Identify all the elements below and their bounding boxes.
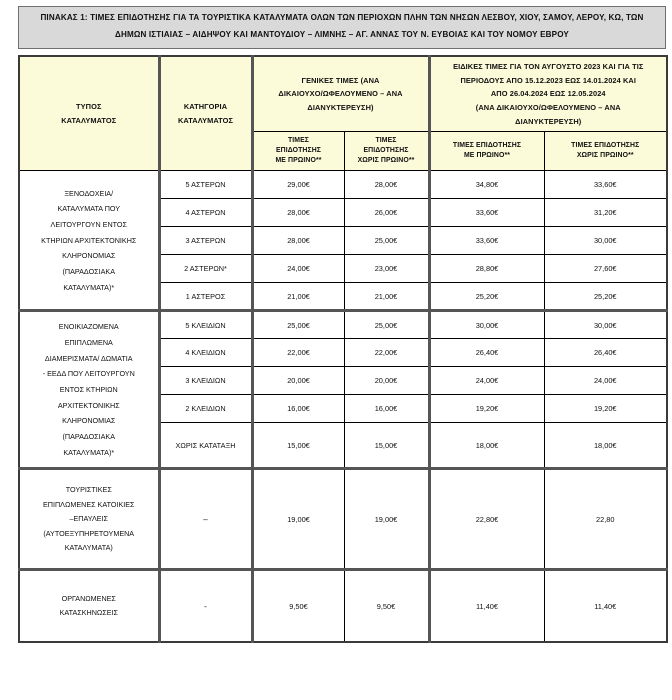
header-special-with-breakfast-line1: ΤΙΜΕΣ ΕΠΙΔΟΤΗΣΗΣ xyxy=(452,142,522,150)
price-general-without-breakfast-cell: 25,00€ xyxy=(344,227,429,255)
accommodation-type-line: ΚΤΗΡΙΩΝ ΑΡΧΙΤΕΚΤΟΝΙΚΗΣ xyxy=(41,235,137,245)
accommodation-type-cell xyxy=(19,171,159,311)
table-row xyxy=(19,469,667,570)
header-accommodation-category xyxy=(159,56,252,171)
accommodation-category-cell: 5 ΚΛΕΙΔΙΩΝ xyxy=(159,311,252,339)
price-special-without-breakfast-cell: 22,80 xyxy=(544,469,667,570)
price-special-without-breakfast-cell: 11,40€ xyxy=(544,570,667,642)
header-accommodation-type-line1: ΤΥΠΟΣ xyxy=(76,102,102,111)
price-general-with-breakfast-cell: 22,00€ xyxy=(252,339,344,367)
price-general-with-breakfast-cell: 16,00€ xyxy=(252,395,344,423)
price-special-without-breakfast-cell: 33,60€ xyxy=(544,171,667,199)
table-title-banner xyxy=(18,6,666,49)
price-special-with-breakfast-cell: 19,20€ xyxy=(429,395,544,423)
accommodation-type-line: ΕΝΟΙΚΙΑΖΟΜΕΝΑ xyxy=(58,322,119,332)
price-special-with-breakfast-cell: 22,80€ xyxy=(429,469,544,570)
accommodation-category-cell: ΧΩΡΙΣ ΚΑΤΑΤΑΞΗ xyxy=(159,423,252,469)
accommodation-type-cell xyxy=(19,311,159,469)
accommodation-type-line: ΔΙΑΜΕΡΙΣΜΑΤΑ/ ΔΩΜΑΤΙΑ xyxy=(44,353,133,363)
header-group-general-line1: ΓΕΝΙΚΕΣ ΤΙΜΕΣ (ΑΝΑ xyxy=(301,75,380,85)
header-group-special-line3: ΑΠΟ 26.04.2024 ΕΩΣ 12.05.2024 xyxy=(490,89,606,99)
table-body xyxy=(19,171,667,642)
accommodation-type-line: ΑΡΧΙΤΕΚΤΟΝΙΚΗΣ xyxy=(57,400,120,410)
header-general-without-breakfast-line1: ΤΙΜΕΣ xyxy=(375,137,397,145)
header-group-general-prices xyxy=(252,56,429,132)
title-line-2: ΔΗΜΩΝ ΙΣΤΙΑΙΑΣ – ΑΙΔΗΨΟΥ ΚΑΙ ΜΑΝΤΟΥΔΙΟΥ – ΛΙΜΝΗΣ – ΑΓ. ΑΝΝΑΣ ΤΟΥ Ν. ΕΥΒΟΙΑΣ ΚΑΙ ΤΟΥ ΝΟΜΟΥ ΕΒΡΟΥ xyxy=(115,30,569,40)
accommodation-type-line: ΕΠΙΠΛΩΜΕΝΑ xyxy=(64,338,113,347)
accommodation-type-line: (ΠΑΡΑΔΟΣΙΑΚΑ xyxy=(62,432,115,442)
accommodation-category-cell: - xyxy=(159,570,252,642)
price-general-without-breakfast-cell: 21,00€ xyxy=(344,283,429,311)
accommodation-category-cell: – xyxy=(159,469,252,570)
header-group-special-line1: ΕΙΔΙΚΕΣ ΤΙΜΕΣ ΓΙΑ ΤΟΝ ΑΥΓΟΥΣΤΟ 2023 ΚΑΙ ΓΙΑ ΤΙΣ xyxy=(453,61,644,71)
price-general-with-breakfast-cell: 19,00€ xyxy=(252,469,344,570)
price-general-without-breakfast-cell: 23,00€ xyxy=(344,255,429,283)
accommodation-category-cell: 3 ΑΣΤΕΡΩΝ xyxy=(159,227,252,255)
accommodation-category-cell: 3 ΚΛΕΙΔΙΩΝ xyxy=(159,367,252,395)
header-accommodation-type-line2: ΚΑΤΑΛΥΜΑΤΟΣ xyxy=(61,115,117,125)
price-special-with-breakfast-cell: 26,40€ xyxy=(429,339,544,367)
header-group-special-line4: (ΑΝΑ ΔΙΚΑΙΟΥΧΟ/ΩΦΕΛΟΥΜΕΝΟ – ΑΝΑ xyxy=(475,103,621,113)
subsidy-prices-table xyxy=(18,55,668,643)
price-special-without-breakfast-cell: 26,40€ xyxy=(544,339,667,367)
header-group-special-line2: ΠΕΡΙΟΔΟΥΣ ΑΠΟ 15.12.2023 ΕΩΣ 14.01.2024 ΚΑΙ xyxy=(460,75,637,85)
accommodation-type-line: –ΕΠΑΥΛΕΙΣ xyxy=(69,514,109,524)
price-special-with-breakfast-cell: 24,00€ xyxy=(429,367,544,395)
price-special-with-breakfast-cell: 33,60€ xyxy=(429,199,544,227)
header-general-with-breakfast-line3: ΜΕ ΠΡΩΙΝΟ** xyxy=(275,157,322,165)
price-special-with-breakfast-cell: 18,00€ xyxy=(429,423,544,469)
header-row-groups xyxy=(19,56,667,132)
price-general-with-breakfast-cell: 21,00€ xyxy=(252,283,344,311)
header-group-general-line3: ΔΙΑΝΥΚΤΕΡΕΥΣΗ) xyxy=(307,103,374,113)
title-line-1: ΠΙΝΑΚΑΣ 1: ΤΙΜΕΣ ΕΠΙΔΟΤΗΣΗΣ ΓΙΑ ΤΑ ΤΟΥΡΙΣΤΙΚΑ ΚΑΤΑΛΥΜΑΤΑ ΟΛΩΝ ΤΩΝ ΠΕΡΙΟΧΩΝ ΠΛΗΝ ΤΩΝ ΝΗΣΩΝ ΛΕΣΒΟΥ, ΧΙΟΥ, ΣΑΜΟΥ, ΛΕΡΟΥ, ΚΩ, ΤΩΝ xyxy=(40,13,644,22)
header-general-with-breakfast-line1: ΤΙΜΕΣ xyxy=(287,137,310,145)
table-row xyxy=(19,570,667,642)
accommodation-type-line: ΚΛΗΡΟΝΟΜΙΑΣ xyxy=(62,416,116,426)
price-special-without-breakfast-cell: 19,20€ xyxy=(544,395,667,423)
price-general-without-breakfast-cell: 19,00€ xyxy=(344,469,429,570)
header-special-without-breakfast-line2: ΧΩΡΙΣ ΠΡΩΙΝΟ** xyxy=(576,152,634,160)
header-general-without-breakfast xyxy=(344,132,429,171)
price-general-with-breakfast-cell: 15,00€ xyxy=(252,423,344,469)
price-general-with-breakfast-cell: 9,50€ xyxy=(252,570,344,642)
accommodation-type-line: ΕΝΤΟΣ ΚΤΗΡΙΩΝ xyxy=(59,385,118,395)
accommodation-category-cell: 4 ΑΣΤΕΡΩΝ xyxy=(159,199,252,227)
price-special-with-breakfast-cell: 30,00€ xyxy=(429,311,544,339)
price-special-without-breakfast-cell: 18,00€ xyxy=(544,423,667,469)
price-special-with-breakfast-cell: 25,20€ xyxy=(429,283,544,311)
header-group-general-line2: ΔΙΚΑΙΟΥΧΟ/ΩΦΕΛΟΥΜΕΝΟ – ΑΝΑ xyxy=(278,89,403,99)
header-accommodation-category-line2: ΚΑΤΑΛΥΜΑΤΟΣ xyxy=(177,115,234,125)
price-general-without-breakfast-cell: 26,00€ xyxy=(344,199,429,227)
accommodation-type-line: ΤΟΥΡΙΣΤΙΚΕΣ xyxy=(65,485,112,495)
header-general-without-breakfast-line3: ΧΩΡΙΣ ΠΡΩΙΝΟ** xyxy=(357,157,415,165)
header-group-special-line5: ΔΙΑΝΥΚΤΕΡΕΥΣΗ) xyxy=(515,116,582,126)
accommodation-category-cell: 1 ΑΣΤΕΡΟΣ xyxy=(159,283,252,311)
accommodation-type-line: ΚΑΤΑΛΥΜΑΤΑ)* xyxy=(63,282,115,292)
header-general-with-breakfast-line2: ΕΠΙΔΟΤΗΣΗΣ xyxy=(275,147,322,155)
price-general-without-breakfast-cell: 25,00€ xyxy=(344,311,429,339)
accommodation-type-cell xyxy=(19,469,159,570)
accommodation-type-line: ΟΡΓΑΝΩΜΕΝΕΣ xyxy=(61,593,116,603)
price-general-with-breakfast-cell: 20,00€ xyxy=(252,367,344,395)
accommodation-type-line: ΛΕΙΤΟΥΡΓΟΥΝ ΕΝΤΟΣ xyxy=(50,219,127,229)
price-special-without-breakfast-cell: 25,20€ xyxy=(544,283,667,311)
price-special-without-breakfast-cell: 30,00€ xyxy=(544,227,667,255)
accommodation-category-cell: 4 ΚΛΕΙΔΙΩΝ xyxy=(159,339,252,367)
price-general-without-breakfast-cell: 20,00€ xyxy=(344,367,429,395)
price-general-with-breakfast-cell: 24,00€ xyxy=(252,255,344,283)
header-group-special-prices xyxy=(429,56,667,132)
accommodation-type-line: ΚΑΤΑΛΥΜΑΤΑ)* xyxy=(63,447,115,457)
price-special-without-breakfast-cell: 24,00€ xyxy=(544,367,667,395)
header-general-with-breakfast xyxy=(252,132,344,171)
accommodation-type-line: ΕΠΙΠΛΩΜΕΝΕΣ ΚΑΤΟΙΚΙΕΣ xyxy=(43,499,135,509)
accommodation-type-line: (ΠΑΡΑΔΟΣΙΑΚΑ xyxy=(62,266,115,276)
header-special-with-breakfast xyxy=(429,132,544,171)
price-special-with-breakfast-cell: 28,80€ xyxy=(429,255,544,283)
header-special-without-breakfast-line1: ΤΙΜΕΣ ΕΠΙΔΟΤΗΣΗΣ xyxy=(571,142,640,150)
price-special-without-breakfast-cell: 27,60€ xyxy=(544,255,667,283)
accommodation-type-cell xyxy=(19,570,159,642)
price-special-without-breakfast-cell: 31,20€ xyxy=(544,199,667,227)
price-general-with-breakfast-cell: 29,00€ xyxy=(252,171,344,199)
price-special-with-breakfast-cell: 34,80€ xyxy=(429,171,544,199)
accommodation-type-line: ΚΛΗΡΟΝΟΜΙΑΣ xyxy=(62,251,116,261)
price-general-without-breakfast-cell: 16,00€ xyxy=(344,395,429,423)
price-general-without-breakfast-cell: 15,00€ xyxy=(344,423,429,469)
price-special-without-breakfast-cell: 30,00€ xyxy=(544,311,667,339)
price-general-with-breakfast-cell: 25,00€ xyxy=(252,311,344,339)
header-accommodation-category-line1: ΚΑΤΗΓΟΡΙΑ xyxy=(183,102,228,111)
header-accommodation-type xyxy=(19,56,159,171)
price-general-without-breakfast-cell: 9,50€ xyxy=(344,570,429,642)
header-special-without-breakfast xyxy=(544,132,667,171)
price-general-with-breakfast-cell: 28,00€ xyxy=(252,199,344,227)
accommodation-type-line: ΞΕΝΟΔΟΧΕΙΑ/ xyxy=(64,188,114,198)
header-general-without-breakfast-line2: ΕΠΙΔΟΤΗΣΗΣ xyxy=(363,147,409,155)
accommodation-type-line: ΚΑΤΑΣΚΗΝΩΣΕΙΣ xyxy=(59,608,118,618)
price-general-without-breakfast-cell: 22,00€ xyxy=(344,339,429,367)
table-header xyxy=(19,56,667,171)
accommodation-type-line: ΚΑΤΑΛΥΜΑΤΑ ΠΟΥ xyxy=(57,204,121,214)
price-general-without-breakfast-cell: 28,00€ xyxy=(344,171,429,199)
price-general-with-breakfast-cell: 28,00€ xyxy=(252,227,344,255)
accommodation-type-line: - ΕΕΔΔ ΠΟΥ ΛΕΙΤΟΥΡΓΟΥΝ xyxy=(42,369,135,379)
table-row xyxy=(19,171,667,199)
accommodation-type-line: ΚΑΤΑΛΥΜΑΤΑ) xyxy=(64,543,113,553)
accommodation-category-cell: 2 ΑΣΤΕΡΩΝ* xyxy=(159,255,252,283)
accommodation-category-cell: 2 ΚΛΕΙΔΙΩΝ xyxy=(159,395,252,423)
accommodation-category-cell: 5 ΑΣΤΕΡΩΝ xyxy=(159,171,252,199)
accommodation-type-line: (ΑΥΤΟΕΞΥΠΗΡΕΤΟΥΜΕΝΑ xyxy=(43,528,135,538)
table-row xyxy=(19,311,667,339)
header-special-with-breakfast-line2: ΜΕ ΠΡΩΙΝΟ** xyxy=(463,152,511,160)
price-special-with-breakfast-cell: 11,40€ xyxy=(429,570,544,642)
price-special-with-breakfast-cell: 33,60€ xyxy=(429,227,544,255)
